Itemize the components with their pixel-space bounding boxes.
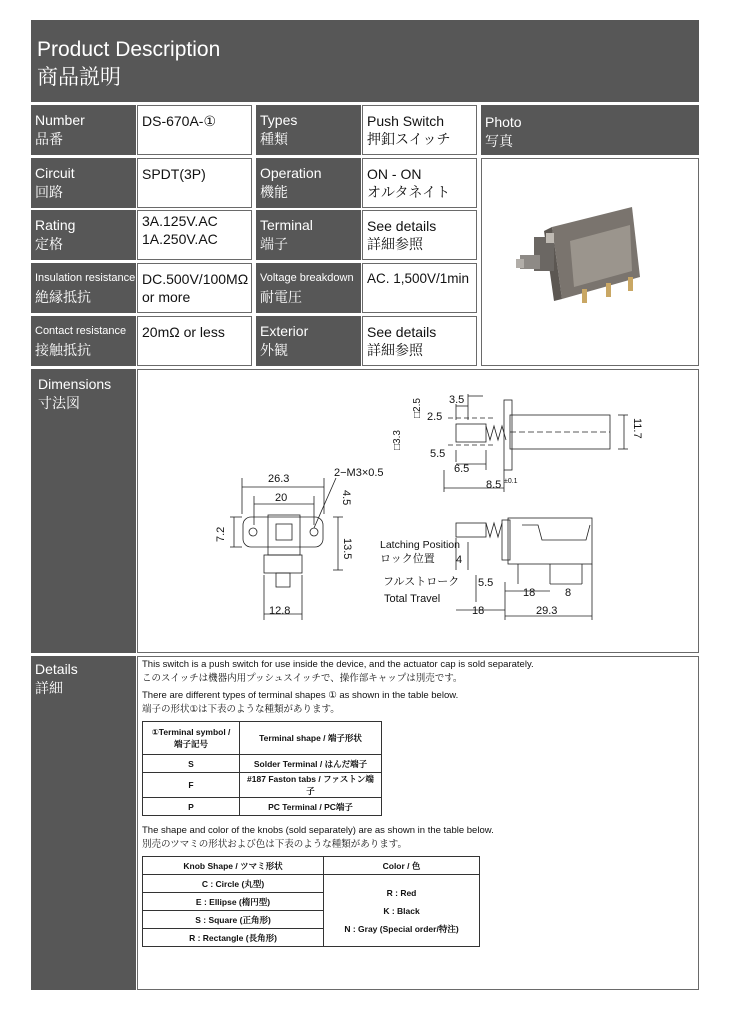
voltage-label-ja: 耐電圧: [260, 289, 302, 305]
knob-color-gray: N : Gray (Special order/特注): [344, 923, 459, 934]
contact-value-text: 20mΩ or less: [142, 324, 225, 340]
knob-shape-r: R : Rectangle (長角形): [143, 929, 324, 947]
knob-color-black: K : Black: [383, 905, 420, 916]
details-para3-ja: 別売のツマミの形状および色は下表のような種類があります。: [142, 839, 408, 850]
dimensions-label: [31, 369, 136, 653]
dim-side-5.5: 5.5: [478, 577, 494, 589]
contact-label-ja: 接触抵抗: [35, 342, 91, 358]
exterior-label-ja: 外観: [260, 342, 288, 358]
rating-value: [137, 210, 252, 260]
operation-value-2: オルタネイト: [367, 184, 451, 200]
knob-table: [142, 856, 480, 947]
details-para1-ja: このスイッチは機器内用プッシュスイッチで、操作部キャップは別売です。: [142, 673, 463, 684]
terminal-symbol-s: S: [143, 755, 240, 773]
top-view: [444, 394, 628, 492]
terminal-shape-s: Solder Terminal / はんだ端子: [240, 755, 382, 773]
dim-top-5.5: 5.5: [430, 448, 446, 460]
dim-front-12.8: 12.8: [269, 605, 291, 617]
circuit-label-en: Circuit: [35, 165, 75, 181]
dim-side-18a: 18: [523, 587, 536, 599]
rating-label: [31, 210, 136, 260]
types-value-1: Push Switch: [367, 113, 445, 129]
exterior-value-1: See details: [367, 324, 437, 340]
details-para2-en: There are different types of terminal shapes ① as shown in the table below.: [142, 690, 459, 701]
types-value: [362, 105, 477, 155]
photo-label-en: Photo: [485, 114, 522, 130]
dim-front-4.5: 4.5: [340, 490, 352, 506]
dim-top-11.7: 11.7: [631, 418, 643, 439]
rating-label-ja: 定格: [35, 236, 63, 252]
voltage-value-text: AC. 1,500V/1min: [367, 271, 470, 286]
knob-colors-cell: [324, 875, 480, 947]
dim-front-m3: 2−M3×0.5: [334, 467, 384, 479]
table-row: [143, 773, 382, 798]
insulation-value: [137, 263, 252, 313]
switch-photo: [482, 159, 698, 365]
dimensions-label-en: Dimensions: [38, 376, 112, 392]
photo-box: [481, 158, 699, 366]
circuit-value: [137, 158, 252, 208]
terminal-label: [256, 210, 361, 260]
dim-top-sq3.3: □3.3: [392, 430, 403, 450]
dim-side-latching-en: Latching Position: [380, 539, 460, 551]
number-label: [31, 105, 136, 155]
operation-label: [256, 158, 361, 208]
dim-side-fullstroke-ja: フルストローク: [383, 576, 460, 588]
rating-value-2: 1A.250V.AC: [142, 231, 218, 247]
dim-top-3.5: 3.5: [449, 394, 465, 406]
dim-front-26.3: 26.3: [268, 473, 290, 485]
terminal-table-header-symbol: ①Terminal symbol / 端子記号: [143, 722, 240, 755]
dimensions-label-ja: 寸法図: [38, 395, 80, 411]
operation-value-1: ON - ON: [367, 166, 422, 182]
number-label-ja: 品番: [35, 131, 63, 147]
details-para3-en: The shape and color of the knobs (sold separately) are as shown in the table below.: [142, 825, 494, 836]
contact-label: [31, 316, 136, 366]
dim-side-total-travel: Total Travel: [384, 593, 441, 605]
knob-table-header-color: Color / 色: [324, 857, 480, 875]
dim-side-4: 4: [456, 554, 463, 566]
table-row: [143, 755, 382, 773]
number-label-en: Number: [35, 112, 85, 128]
details-content: [137, 656, 699, 990]
details-para2-ja: 端子の形状①は下表のような種類があります。: [142, 704, 340, 715]
terminal-symbol-p: P: [143, 798, 240, 816]
knob-color-red: R : Red: [386, 887, 417, 898]
circuit-value-text: SPDT(3P): [142, 166, 206, 182]
types-value-2: 押釦スイッチ: [367, 131, 451, 147]
rating-value-1: 3A.125V.AC: [142, 213, 218, 229]
dimension-drawing: [138, 370, 698, 652]
exterior-label: [256, 316, 361, 366]
terminal-shape-p: PC Terminal / PC端子: [240, 798, 382, 816]
number-value-text: DS-670A-①: [142, 113, 217, 129]
details-label-ja: 詳細: [35, 680, 63, 696]
number-value: [137, 105, 252, 155]
terminal-value-2: 詳細参照: [367, 236, 423, 252]
terminal-table-header-shape: Terminal shape / 端子形状: [240, 722, 382, 755]
terminal-label-en: Terminal: [260, 217, 313, 233]
circuit-label: [31, 158, 136, 208]
operation-label-ja: 機能: [260, 184, 288, 200]
terminal-value: [362, 210, 477, 260]
insulation-value-2: or more: [142, 289, 191, 305]
page-header: [31, 20, 699, 102]
knob-table-header-shape: Knob Shape / ツマミ形状: [143, 857, 324, 875]
exterior-value-2: 詳細参照: [367, 342, 423, 358]
types-label: [256, 105, 361, 155]
operation-value: [362, 158, 477, 208]
dim-side-29.3: 29.3: [536, 605, 558, 617]
exterior-value: [362, 316, 477, 366]
dim-top-8.5: 8.5: [486, 479, 502, 491]
terminal-shape-f: #187 Faston tabs / ファストン端子: [240, 773, 382, 798]
insulation-value-1: DC.500V/100MΩ: [142, 271, 249, 287]
terminal-value-1: See details: [367, 218, 437, 234]
knob-shape-s: S : Square (正角形): [143, 911, 324, 929]
dim-top-6.5: 6.5: [454, 463, 470, 475]
dim-side-latching-ja: ロック位置: [380, 553, 435, 565]
rating-label-en: Rating: [35, 217, 76, 233]
table-row: [143, 875, 480, 893]
types-label-en: Types: [260, 112, 298, 128]
header-title-en: Product Description: [37, 38, 221, 61]
photo-label-ja: 写真: [485, 133, 513, 149]
contact-label-en: Contact resistance: [35, 325, 127, 337]
terminal-symbol-f: F: [143, 773, 240, 798]
dim-top-tol: ±0.1: [504, 478, 518, 485]
dim-top-sq2.5: □2.5: [412, 398, 423, 418]
knob-shape-c: C : Circle (丸型): [143, 875, 324, 893]
terminal-label-ja: 端子: [260, 236, 288, 252]
insulation-label: [31, 263, 136, 313]
operation-label-en: Operation: [260, 165, 322, 181]
header-title-ja: 商品説明: [37, 66, 121, 89]
dim-front-13.5: 13.5: [341, 538, 353, 560]
details-label: [31, 656, 136, 990]
terminal-table: [142, 721, 382, 816]
types-label-ja: 種類: [260, 131, 288, 147]
photo-label: [481, 105, 699, 155]
details-para1-en: This switch is a push switch for use inside the device, and the actuator cap is sold separately.: [142, 659, 534, 670]
dim-side-8: 8: [565, 587, 572, 599]
dim-side-18b: 18: [472, 605, 485, 617]
dimensions-drawing-box: [137, 369, 699, 653]
details-label-en: Details: [35, 661, 78, 677]
circuit-label-ja: 回路: [35, 184, 63, 200]
dim-front-7.2: 7.2: [215, 526, 227, 542]
dim-top-2.5: 2.5: [427, 411, 443, 423]
voltage-value: [362, 263, 477, 313]
voltage-label: [256, 263, 361, 313]
knob-shape-e: E : Ellipse (楕円型): [143, 893, 324, 911]
table-row: [143, 798, 382, 816]
exterior-label-en: Exterior: [260, 323, 309, 339]
contact-value: [137, 316, 252, 366]
insulation-label-en: Insulation resistance: [35, 272, 136, 284]
dim-front-20: 20: [275, 492, 288, 504]
insulation-label-ja: 絶縁抵抗: [35, 289, 91, 305]
voltage-label-en: Voltage breakdown: [260, 272, 354, 284]
